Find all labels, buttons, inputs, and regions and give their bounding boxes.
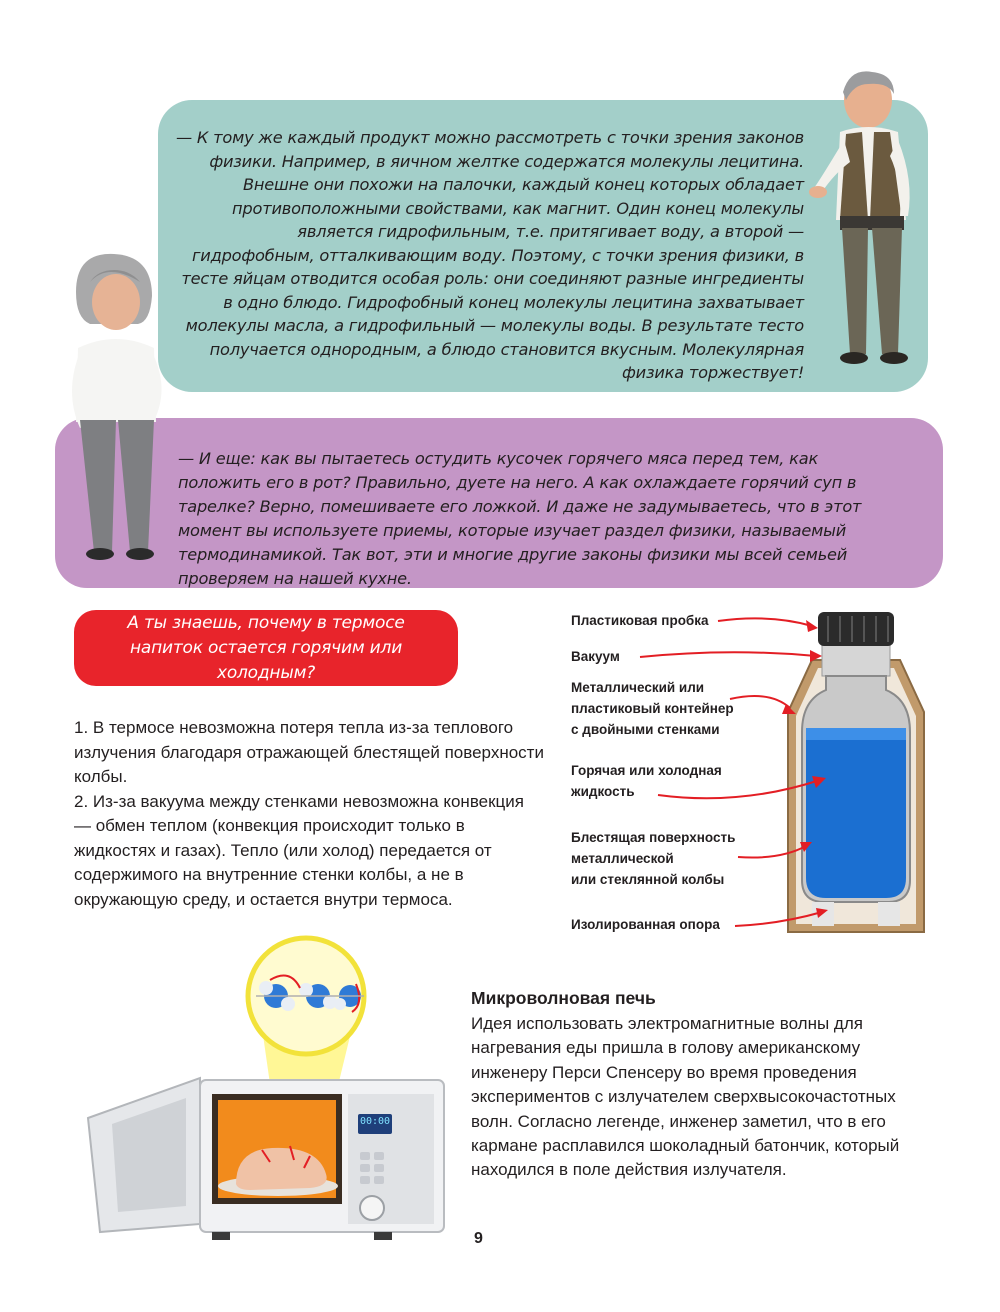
- label-surface-3: или стеклянной колбы: [571, 872, 725, 887]
- label-surface-2: металлической: [571, 851, 674, 866]
- microwave-knob: [360, 1196, 384, 1220]
- label-liquid-2: жидкость: [571, 784, 635, 799]
- page-number: 9: [474, 1230, 483, 1247]
- label-surface-1: Блестящая поверхность: [571, 830, 736, 845]
- speech-text-2: — И еще: как вы пытаетесь остудить кусочек горячего мяса перед тем, как положить его в рот? Правильно, дуете на него. А как охлаждаете горячий суп в тарелке? Верно, помешиваете его ложкой. И даже не задумываетесь, что в этот момент вы используете приемы, которые изучает раздел физики, называемый термодинамикой. Так вот, эти и многие другие законы физики мы всей семьей проверяем на нашей кухне.: [178, 449, 862, 588]
- microwave-text: Идея использовать электромагнитные волны для нагревания еды пришла в голову американскому инженеру Перси Спенсеру во время проведения экспериментов с излучателем сверхвысокочастотных волн. Согласно легенде, инженер заметил, что в его кармане расплавился шоколадный батончик, который находился в поле действия излучателя.: [471, 1014, 900, 1180]
- microwave-display-text: 00:00: [359, 1116, 391, 1127]
- label-container-1: Металлический или: [571, 680, 705, 695]
- speech-text-1: — К тому же каждый продукт можно рассмотреть с точки зрения законов физики. Например, в яичном желтке содержатся молекулы лецитина. Внешне они похожи на палочки, каждый конец которых обладает противоположными свойствами, как магнит. Один конец молекулы является гидрофильным, т.е. притягивает воду, а второй — гидрофобным, отталкивающим воду. Поэтому, с точки зрения физики, в тесте яйцам отводится особая роль: они соединяют разные ингредиенты в одно блюдо. Гидрофобный конец молекулы лецитина захватывает молекулы масла, а гидрофильный — молекулы воды. В результате тесто получается однородным, а блюдо становится вкусным. Молекулярная физика торжествует!: [175, 128, 804, 382]
- label-container-2: пластиковый контейнер: [571, 701, 734, 716]
- microwave-title: Микроволновая печь: [471, 988, 656, 1008]
- question-text: А ты знаешь, почему в термосе напиток остается горячим или холодным?: [127, 612, 405, 683]
- thermos-explanation: 1. В термосе невозможна потеря тепла из-за теплового излучения благодаря отражающей блестящей поверхности колбы. 2. Из-за вакуума между стенками невозможна конвекция — обмен теплом (конвекция происходит только в жидкостях и газах). Тепло (или холод) передается от содержимого на внутренние стенки колбы, а не в окружающую среду, и остается внутри термоса.: [74, 718, 544, 909]
- label-support: Изолированная опора: [571, 917, 720, 932]
- label-cap: Пластиковая пробка: [571, 613, 709, 628]
- label-vacuum: Вакуум: [571, 649, 620, 664]
- label-container-3: с двойными стенками: [571, 722, 720, 737]
- label-liquid-1: Горячая или холодная: [571, 763, 722, 778]
